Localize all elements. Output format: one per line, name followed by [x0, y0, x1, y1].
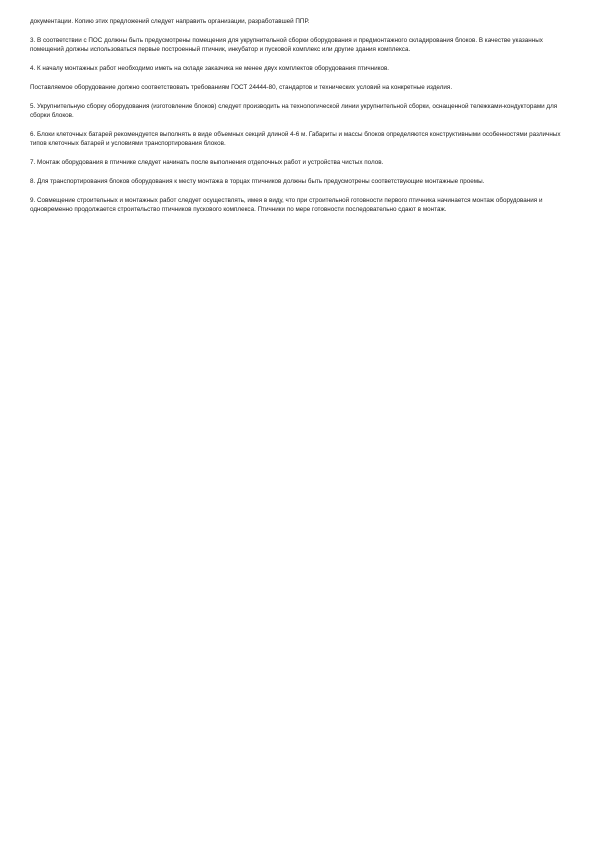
paragraph-continuation: документации. Копию этих предложений следует направить организации, разработавшей ППР. — [30, 18, 310, 25]
paragraph-item-3: 3. В соответствии с ПОС должны быть предусмотрены помещения для укрупнительной сборки оборудования и предмонтажного складирования блоков. В качестве указанных помещений должны использоваться первые построенный птичник, инкубатор и пусковой комплекс или другие здания комплекса. — [30, 37, 543, 53]
paragraph-item-9: 9. Совмещение строительных и монтажных работ следует осуществлять, имея в виду, что при строительной готовности первого птичника начинается монтаж оборудования и одновременно продолжается строительство птичников пускового комплекса. Птичники по мере готовности последовательно сдают в монтаж. — [30, 197, 543, 213]
paragraph-item-6: 6. Блоки клеточных батарей рекомендуется выполнять в виде объемных секций длиной 4-6 м. Габариты и массы блоков определяются конструктивными особенностями различных типов клеточных батарей и условиями транспортирования блоков. — [30, 131, 561, 147]
paragraph-item-8: 8. Для транспортирования блоков оборудования к месту монтажа в торцах птичников должны быть предусмотрены соответствующие монтажные проемы. — [30, 178, 485, 185]
paragraph-item-4: 4. К началу монтажных работ необходимо иметь на складе заказчика не менее двух комплектов оборудования птичников. — [30, 65, 390, 72]
paragraph-equipment-requirements: Поставляемое оборудование должно соответствовать требованиям ГОСТ 24444-80, стандартов и технических условий на конкретные изделия. — [30, 84, 453, 91]
document-body — [30, 17, 565, 224]
paragraph-item-7: 7. Монтаж оборудования в птичнике следует начинать после выполнения отделочных работ и устройства чистых полов. — [30, 159, 384, 166]
paragraph-item-5: 5. Укрупнительную сборку оборудования (изготовление блоков) следует производить на технологической линии укрупнительной сборки, оснащенной тележками-кондукторами для сборки блоков. — [30, 103, 558, 119]
